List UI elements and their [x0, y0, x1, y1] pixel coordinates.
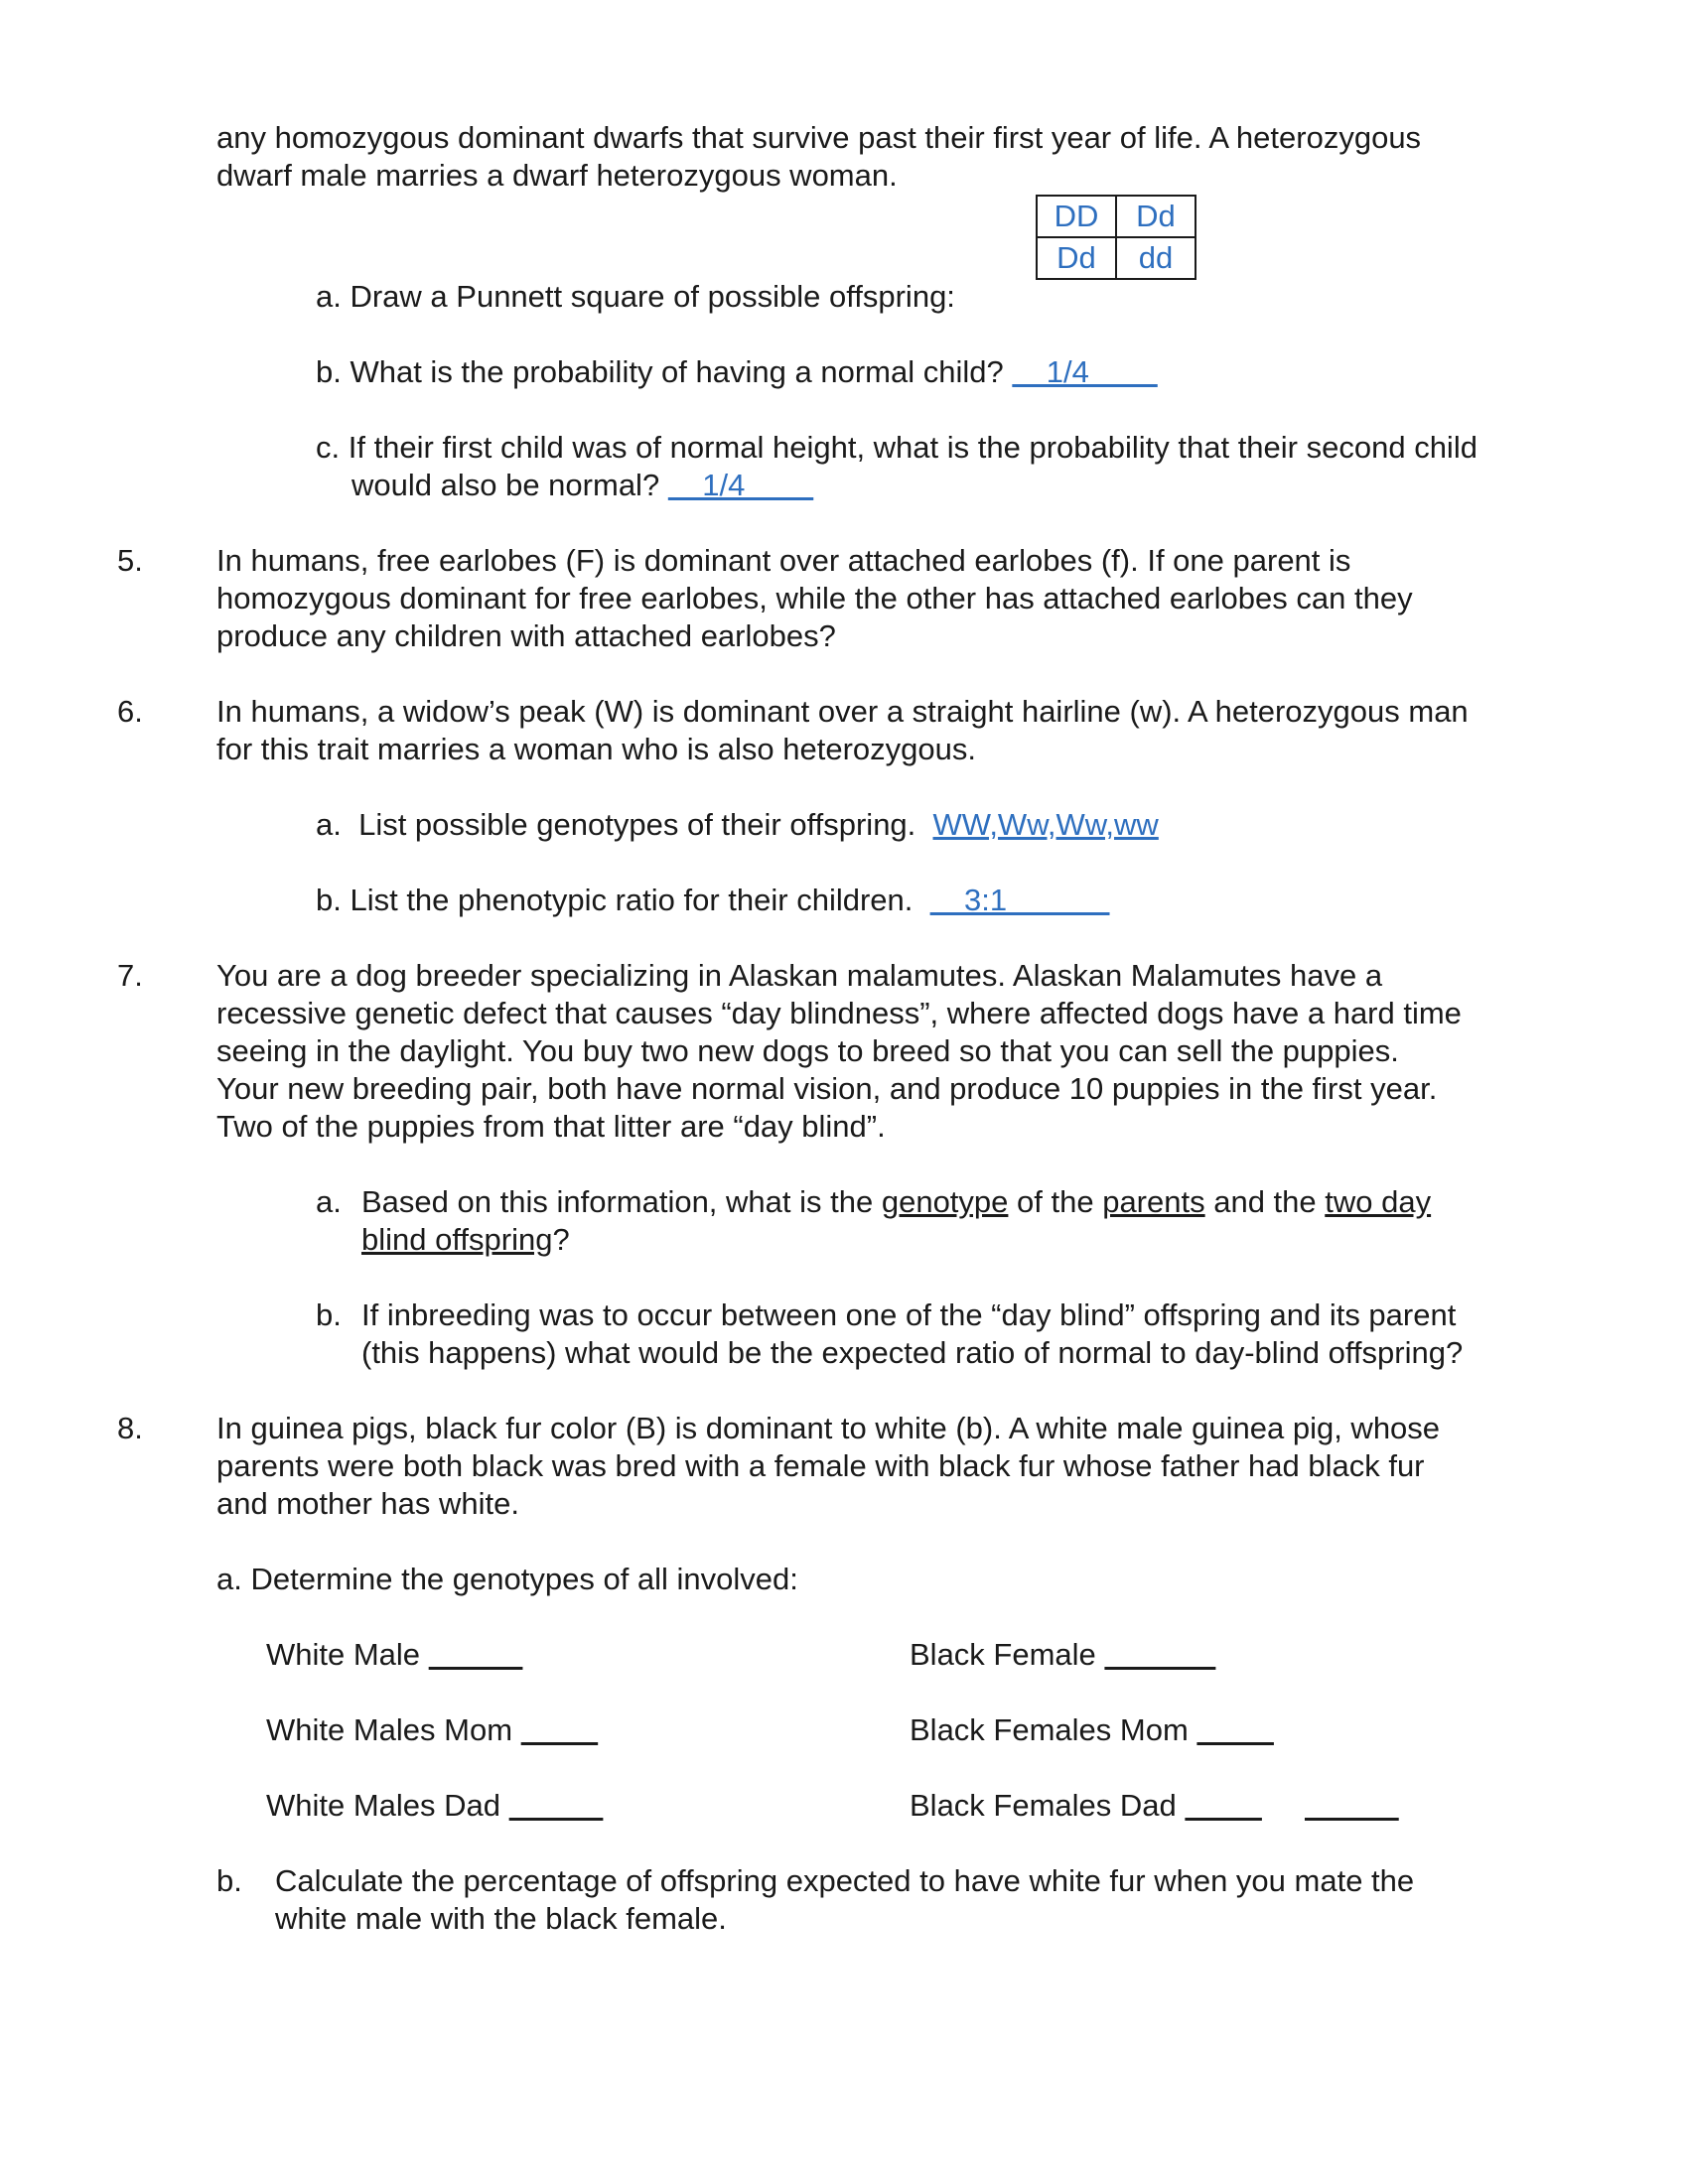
q8-white-male-label: White Male	[266, 1637, 429, 1672]
q8-white-males-mom-label: White Males Mom	[266, 1712, 521, 1747]
q8-white-male-blank[interactable]	[429, 1637, 523, 1672]
q6-part-a	[316, 806, 1159, 844]
punnett-cell: dd	[1116, 237, 1196, 279]
q6-line1: In humans, a widow’s peak (W) is dominant over a straight hairline (w). A heterozygous man	[216, 694, 1469, 729]
q8-white-males-dad-blank[interactable]	[509, 1788, 604, 1823]
q8-white-males-dad	[266, 1787, 603, 1825]
q7-line3: seeing in the daylight. You buy two new dogs to breed so that you can sell the puppies.	[216, 1033, 1399, 1068]
q8-black-females-dad-label: Black Females Dad	[910, 1788, 1186, 1823]
q7-a-blind-offspring: blind offspring	[361, 1222, 553, 1257]
q8-line2: parents were both black was bred with a female with black fur whose father had black fur	[216, 1448, 1425, 1483]
q8-part-b-line2: white male with the black female.	[275, 1901, 727, 1936]
q8-black-females-mom	[910, 1711, 1274, 1749]
q4-part-c-answer: 1/4	[667, 468, 814, 502]
q8-black-females-mom-blank[interactable]	[1196, 1712, 1274, 1747]
punnett-square	[1036, 195, 1196, 280]
q7-part-a-line2	[361, 1221, 570, 1259]
punnett-cell: Dd	[1116, 196, 1196, 237]
q7-part-a-label: a.	[316, 1184, 342, 1219]
q8-black-female	[910, 1636, 1215, 1674]
q7-line1: You are a dog breeder specializing in Alaskan malamutes. Alaskan Malamutes have a	[216, 958, 1383, 993]
punnett-row	[1037, 237, 1196, 279]
q7-line4: Your new breeding pair, both have normal vision, and produce 10 puppies in the first year.	[216, 1071, 1438, 1106]
q7-a-parents: parents	[1102, 1184, 1205, 1219]
q5-number: 5.	[117, 543, 143, 578]
q8-black-females-mom-label: Black Females Mom	[910, 1712, 1197, 1747]
q8-part-a: a. Determine the genotypes of all involved:	[216, 1562, 798, 1596]
q7-part-b-line2: (this happens) what would be the expected ratio of normal to day-blind offspring?	[361, 1335, 1464, 1370]
q6-part-a-answer: WW,Ww,Ww,ww	[932, 807, 1159, 842]
q7-a-two-day: two day	[1325, 1184, 1432, 1219]
q8-white-male	[266, 1636, 522, 1674]
q8-black-female-label: Black Female	[910, 1637, 1105, 1672]
q8-black-females-dad-blank1[interactable]	[1185, 1788, 1262, 1823]
q6-part-a-text: a. List possible genotypes of their offspring.	[316, 807, 933, 842]
q8-line1: In guinea pigs, black fur color (B) is dominant to white (b). A white male guinea pig, whose	[216, 1411, 1441, 1445]
q4-part-c-line2	[352, 467, 813, 504]
q8-white-males-mom-blank[interactable]	[521, 1712, 599, 1747]
q7-a-question-mark: ?	[552, 1222, 570, 1257]
q8-black-females-dad	[910, 1787, 1399, 1825]
q6-part-b-answer: 3:1	[929, 883, 1110, 917]
q4-part-b-answer: 1/4	[1012, 354, 1158, 389]
q4-part-a: a. Draw a Punnett square of possible offspring:	[316, 279, 955, 314]
q5-line3: produce any children with attached earlobes?	[216, 618, 836, 653]
q5-line1: In humans, free earlobes (F) is dominant over attached earlobes (f). If one parent is	[216, 543, 1351, 578]
q7-part-b-line1: If inbreeding was to occur between one of the “day blind” offspring and its parent	[361, 1297, 1457, 1332]
q8-line3: and mother has white.	[216, 1486, 520, 1521]
q7-a-text3: and the	[1204, 1184, 1326, 1219]
q7-a-genotype: genotype	[881, 1184, 1009, 1219]
q7-line5: Two of the puppies from that litter are “day blind”.	[216, 1109, 886, 1144]
q4-part-b-text: b. What is the probability of having a normal child?	[316, 354, 1013, 389]
q4-part-c-line1: c. If their first child was of normal height, what is the probability that their second child	[316, 430, 1477, 465]
q4-part-b	[316, 353, 1158, 391]
q4-part-c-text: would also be normal?	[352, 468, 668, 502]
q8-white-males-dad-label: White Males Dad	[266, 1788, 509, 1823]
q8-black-females-dad-blank2[interactable]	[1305, 1788, 1399, 1823]
q8-part-b-label: b.	[216, 1863, 242, 1898]
q5-line2: homozygous dominant for free earlobes, while the other has attached earlobes can they	[216, 581, 1413, 615]
q7-part-a-line1	[361, 1183, 1431, 1221]
punnett-cell: DD	[1037, 196, 1116, 237]
q8-part-b-line1: Calculate the percentage of offspring expected to have white fur when you mate the	[275, 1863, 1415, 1898]
q8-white-males-mom	[266, 1711, 598, 1749]
q8-number: 8.	[117, 1411, 143, 1445]
q6-part-b	[316, 882, 1110, 919]
q7-line2: recessive genetic defect that causes “day blindness”, where affected dogs have a hard time	[216, 996, 1462, 1030]
q6-number: 6.	[117, 694, 143, 729]
q4-intro-line2: dwarf male marries a dwarf heterozygous woman.	[216, 158, 898, 193]
q7-number: 7.	[117, 958, 143, 993]
q7-part-b-label: b.	[316, 1297, 342, 1332]
punnett-cell: Dd	[1037, 237, 1116, 279]
q6-part-b-text: b. List the phenotypic ratio for their children.	[316, 883, 930, 917]
q4-intro-line1: any homozygous dominant dwarfs that survive past their first year of life. A heterozygous	[216, 120, 1422, 155]
q7-a-text1: Based on this information, what is the	[361, 1184, 882, 1219]
q7-a-text2: of the	[1008, 1184, 1103, 1219]
q6-line2: for this trait marries a woman who is also heterozygous.	[216, 732, 976, 766]
punnett-row	[1037, 196, 1196, 237]
q8-black-female-blank[interactable]	[1104, 1637, 1215, 1672]
